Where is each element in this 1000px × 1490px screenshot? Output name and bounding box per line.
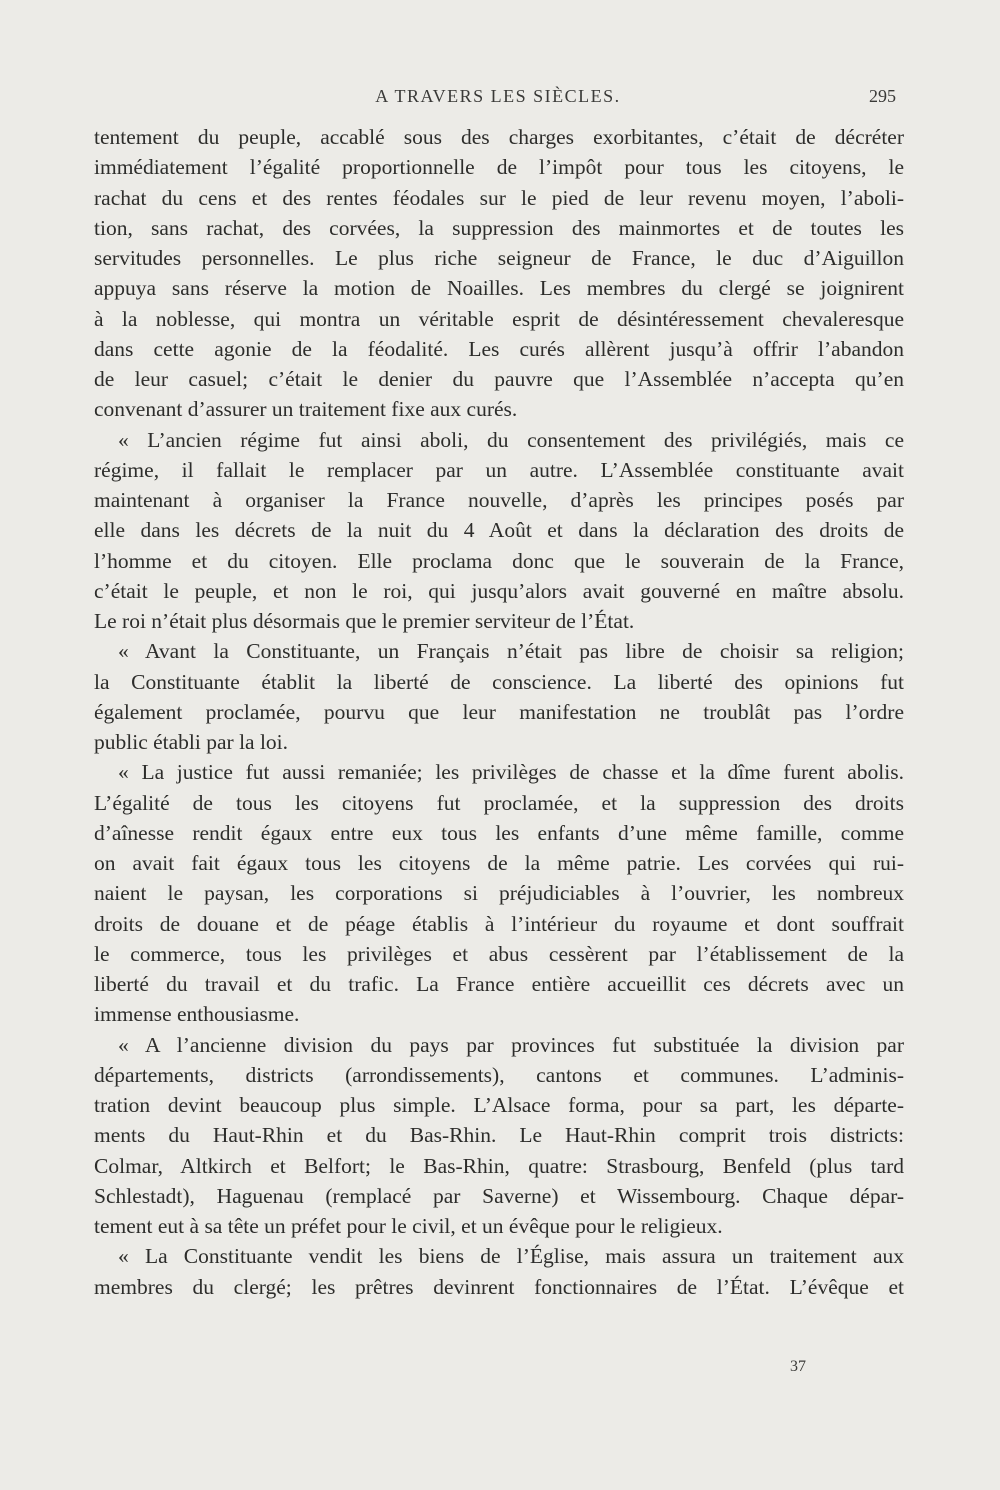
text-line: « La justice fut aussi remaniée; les privilèges de chasse et la dîme furent abolis. — [118, 760, 904, 785]
text-line: de leur casuel; c’était le denier du pauvre que l’Assemblée n’accepta qu’en — [94, 367, 904, 391]
text-line: « La Constituante vendit les biens de l’Église, mais assura un traitement aux — [118, 1244, 904, 1269]
text-line: on avait fait égaux tous les citoyens de la même patrie. Les corvées qui rui- — [94, 851, 904, 875]
text-line: maintenant à organiser la France nouvelle, d’après les principes posés par — [94, 488, 904, 512]
text-line: Schlestadt), Haguenau (remplacé par Saverne) et Wissembourg. Chaque dépar- — [94, 1183, 904, 1208]
text-line: c’était le peuple, et non le roi, qui jusqu’alors avait gouverné en maître absolu. — [94, 578, 904, 603]
text-line: immédiatement l’égalité proportionnelle de l’impôt pour tous les citoyens, le — [94, 155, 904, 180]
text-line: également proclamée, pourvu que leur manifestation ne troublât pas l’ordre — [94, 699, 904, 724]
text-line: la Constituante établit la liberté de conscience. La liberté des opinions fut — [94, 669, 904, 694]
text-line: L’égalité de tous les citoyens fut proclamée, et la suppression des droits — [94, 790, 904, 815]
text-line: elle dans les décrets de la nuit du 4 Août et dans la déclaration des droits de — [94, 518, 904, 543]
page-number: 295 — [869, 86, 896, 106]
text-line: public établi par la loi. — [94, 730, 289, 754]
text-line: l’homme et du citoyen. Elle proclama donc que le souverain de la France, — [94, 548, 904, 573]
text-line: tion, sans rachat, des corvées, la suppression des mainmortes et de toutes les — [94, 215, 904, 240]
text-line: à la noblesse, qui montra un véritable esprit de désintéressement chevaleresque — [94, 306, 904, 331]
text-line: le commerce, tous les privilèges et abus cessèrent par l’établissement de la — [94, 941, 904, 966]
text-line: départements, districts (arrondissements), cantons et communes. L’adminis- — [94, 1062, 904, 1087]
text-line: tentement du peuple, accablé sous des charges exorbitantes, c’était de décréter — [94, 125, 904, 149]
text-line: ments du Haut-Rhin et du Bas-Rhin. Le Haut-Rhin comprit trois districts: — [94, 1123, 904, 1148]
text-line: Le roi n’était plus désormais que le premier serviteur de l’État. — [94, 609, 635, 633]
text-line: liberté du travail et du trafic. La France entière accueillit ces décrets avec un — [94, 972, 904, 996]
text-line: rachat du cens et des rentes féodales sur le pied de leur revenu moyen, l’aboli- — [94, 185, 904, 210]
text-line: « A l’ancienne division du pays par provinces fut substituée la division par — [118, 1032, 904, 1057]
text-line: convenant d’assurer un traitement fixe aux curés. — [94, 397, 518, 422]
text-line: droits de douane et de péage établis à l’intérieur du royaume et dont souffrait — [94, 911, 904, 936]
text-line: tration devint beaucoup plus simple. L’Alsace forma, pour sa part, les départe- — [94, 1093, 904, 1117]
text-line: tement eut à sa tête un préfet pour le civil, et un évêque pour le religieux. — [94, 1214, 723, 1238]
text-line: naient le paysan, les corporations si préjudiciables à l’ouvrier, les nombreux — [94, 881, 904, 906]
text-line: immense enthousiasme. — [94, 1002, 300, 1027]
text-line: dans cette agonie de la féodalité. Les curés allèrent jusqu’à offrir l’abandon — [94, 336, 904, 361]
text-line: appuya sans réserve la motion de Noailles. Les membres du clergé se joignirent — [94, 276, 904, 301]
text-line: « Avant la Constituante, un Français n’était pas libre de choisir sa religion; — [118, 639, 904, 664]
text-line: « L’ancien régime fut ainsi aboli, du consentement des privilégiés, mais ce — [118, 427, 904, 452]
text-line: Colmar, Altkirch et Belfort; le Bas-Rhin, quatre: Strasbourg, Benfeld (plus tard — [94, 1153, 904, 1178]
running-title: A TRAVERS LES SIÈCLES. — [375, 86, 621, 106]
text-line: servitudes personnelles. Le plus riche seigneur de France, le duc d’Aiguillon — [94, 246, 904, 270]
text-line: régime, il fallait le remplacer par un autre. L’Assemblée constituante avait — [94, 457, 904, 482]
text-line: d’aînesse rendit égaux entre eux tous les enfants d’une même famille, comme — [94, 820, 904, 845]
running-head — [92, 86, 904, 112]
text-line: membres du clergé; les prêtres devinrent fonctionnaires de l’État. L’évêque et — [94, 1274, 904, 1299]
body-text — [94, 122, 904, 1302]
signature-mark: 37 — [790, 1358, 806, 1375]
